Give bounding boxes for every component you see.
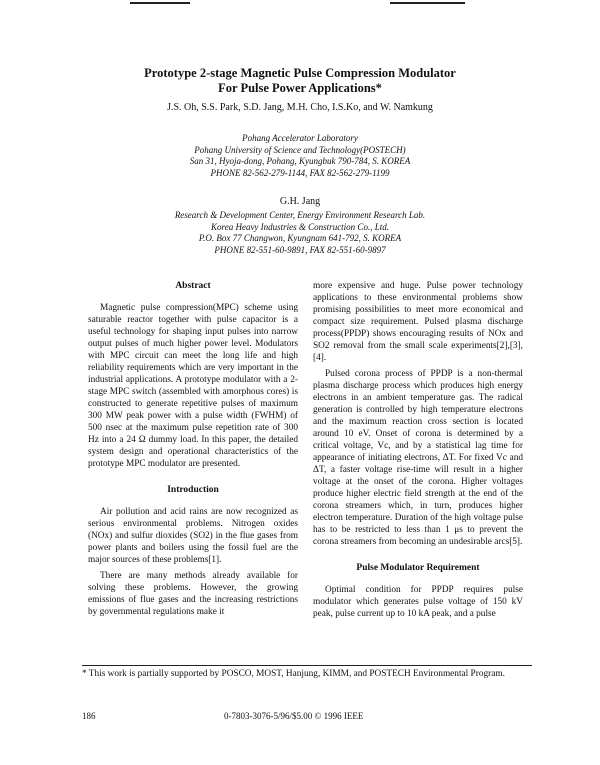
- right-column: [313, 280, 523, 624]
- affiliation-line: PHONE 82-551-60-9891, FAX 82-551-60-9897: [214, 244, 386, 255]
- body-paragraph-1: more expensive and huge. Pulse power technology applications to these environmental problems show promising possibilities to meet more economical and compact size requirement. Pulsed plasma discharge process(PPDP) shows encouraging results of NOx and SO2 removal from the small scale experiments[2],[3],[4].: [313, 281, 523, 363]
- title-line-1: Prototype 2-stage Magnetic Pulse Compression Modulator: [144, 66, 456, 80]
- ieee-copyright-code: 0-7803-3076-5/96/$5.00 © 1996 IEEE: [224, 711, 364, 721]
- pulse-modulator-heading: Pulse Modulator Requirement: [356, 563, 480, 573]
- affiliation-line: PHONE 82-562-279-1144, FAX 82-562-279-1199: [210, 167, 390, 178]
- affiliation-1: [60, 133, 540, 179]
- affiliation-line: Korea Heavy Industries & Construction Co., Ltd.: [211, 221, 389, 232]
- affiliation-line: San 31, Hyoja-dong, Pohang, Kyungbuk 790-784, S. KOREA: [189, 156, 411, 166]
- top-rule-left: [130, 2, 190, 4]
- abstract-heading: Abstract: [175, 281, 211, 291]
- footnote: * This work is partially supported by POSCO, MOST, Hanjung, KIMM, and POSTECH Environmental Program.: [82, 669, 505, 679]
- pulse-modulator-paragraph: Optimal condition for PPDP requires pulse modulator which generates pulse voltage of 150 kV peak, pulse current up to 10 kA peak, and a pulse: [313, 585, 523, 619]
- affiliation-line: Pohang University of Science and Technology(POSTECH): [194, 144, 406, 155]
- body-paragraph-2: Pulsed corona process of PPDP is a non-thermal plasma discharge process which produces high energy electrons in an ambient temperature gas. The radical generation is controlled by high temperature electrons and the maximum reaction cross section is located around 10 eV. Onset of corona is determined by a critical voltage, Vc, and by a statistical lag time for appearance of initiating electrons, ΔT. For fixed Vc and ΔT, a faster voltage rise-time will result in a higher voltage at the onset of the corona. Higher voltages produce higher electric field strength at the end of the corona streamers which, in turn, produces higher electron temperature. Duration of the high voltage pulse has to be restricted to less than 1 μs to prevent the corona streamers from becoming an undesirable arcs[5].: [313, 369, 523, 547]
- left-column: [88, 280, 298, 622]
- intro-paragraph-2: There are many methods already available for solving these problems. However, the growing emissions of flue gases and the increasing restrictions by governmental regulations make it: [88, 571, 298, 617]
- intro-paragraph-1: Air pollution and acid rains are now recognized as serious environmental problems. Nitrogen oxides (NOx) and sulfur dioxides (SO2) in the flue gases from power plants and boilers using the fossil fuel are the major sources of these problems[1].: [88, 507, 298, 565]
- affiliation-line: P.O. Box 77 Changwon, Kyungnam 641-792, S. KOREA: [198, 233, 402, 243]
- affiliation-2: [60, 210, 540, 256]
- footnote-divider: [82, 665, 532, 666]
- affiliation-line: Pohang Accelerator Laboratory: [242, 133, 358, 143]
- author-list: J.S. Oh, S.S. Park, S.D. Jang, M.H. Cho, I.S.Ko, and W. Namkung: [167, 102, 433, 113]
- page-number: 186: [82, 711, 96, 721]
- paper-title: [40, 66, 560, 96]
- top-rule-right: [390, 2, 465, 4]
- abstract-text: Magnetic pulse compression(MPC) scheme using saturable reactor together with pulse capacitor is a useful technology for shaping input pulses into narrow output pulses of much higher power level. Modulators with MPC circuit can meet the long life and high reliability requirements which are very important in the industrial applications. A prototype modulator with a 2-stage MPC switch (assembled with amorphous cores) is constructed to generate repetitive pulses of maximum 300 MW peak power with a pulse width (FWHM) of 500 nsec at the maximum pulse repetition rate of 300 Hz into a 24 Ω dummy load. In this paper, the detailed system design and operational characteristics of the prototype MPC modulator are presented.: [88, 303, 298, 469]
- second-author: G.H. Jang: [279, 196, 321, 207]
- affiliation-line: Research & Development Center, Energy Environment Research Lab.: [174, 210, 426, 220]
- title-line-2: For Pulse Power Applications*: [218, 81, 382, 95]
- introduction-heading: Introduction: [167, 485, 219, 495]
